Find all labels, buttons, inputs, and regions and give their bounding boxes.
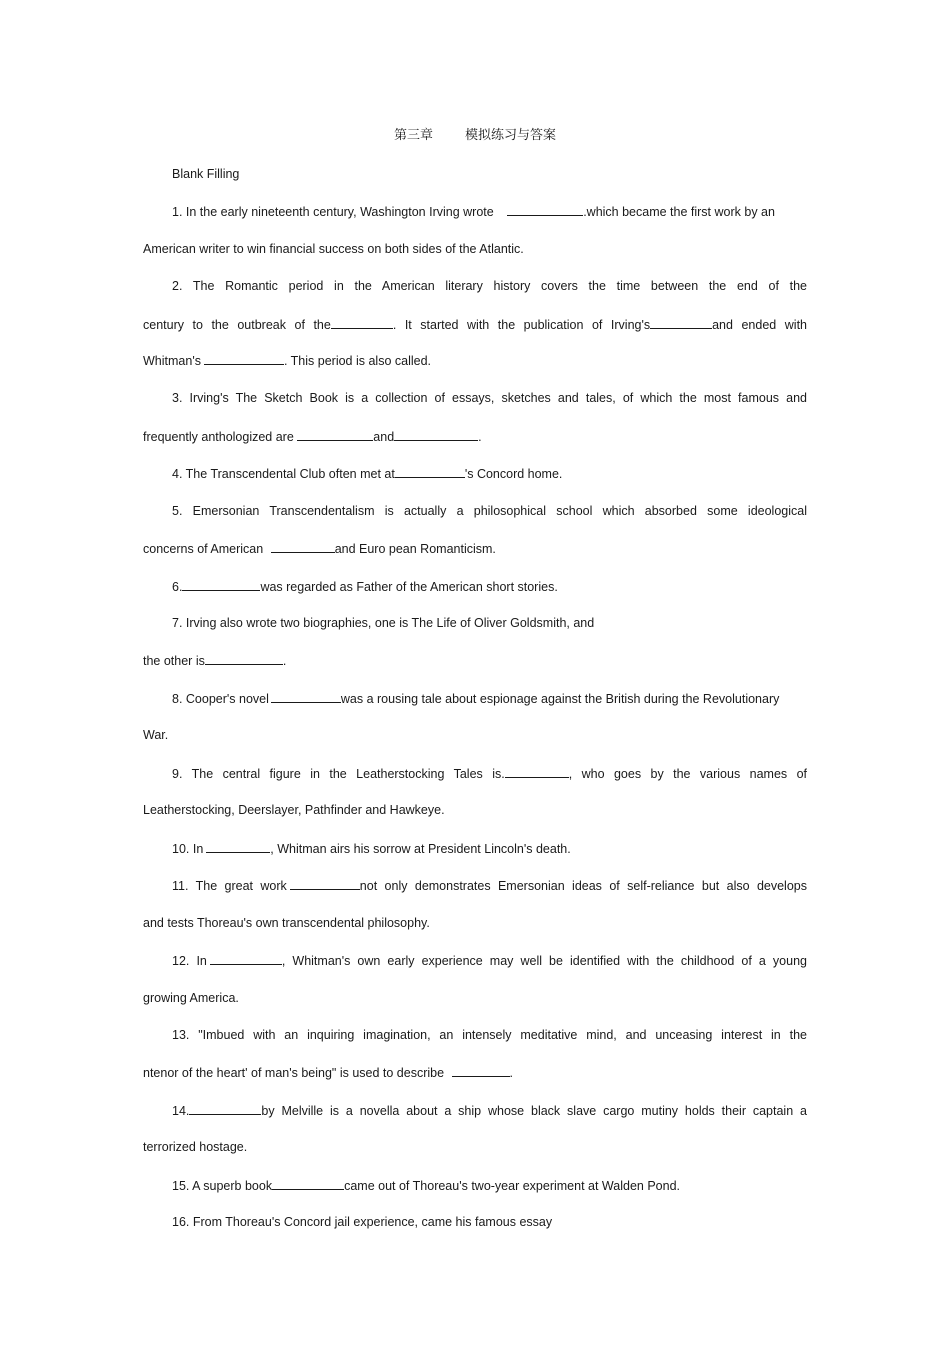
section-heading: Blank Filling bbox=[172, 167, 240, 181]
q7-text-c: . bbox=[282, 654, 287, 668]
question-8-line-2: War. bbox=[143, 728, 169, 742]
answer-blank[interactable] bbox=[272, 1177, 344, 1190]
answer-blank[interactable] bbox=[297, 428, 373, 441]
q14-text-a: 14. bbox=[172, 1104, 190, 1118]
question-4-line-1 bbox=[172, 465, 807, 482]
question-3-line-2 bbox=[143, 428, 807, 445]
question-9-line-2: Leatherstocking, Deerslayer, Pathfinder and Hawkeye. bbox=[143, 803, 445, 817]
q12-text-a: 12. In bbox=[172, 954, 207, 968]
question-11-line-2: and tests Thoreau's own transcendental philosophy. bbox=[143, 916, 430, 930]
question-13-line-1: 13. "Imbued with an inquiring imagination, an intensely meditative mind, and unceasing interest in the bbox=[172, 1028, 807, 1042]
answer-blank[interactable] bbox=[205, 652, 283, 665]
question-15-line-1 bbox=[172, 1177, 807, 1194]
q2-text-b: century to the outbreak of the bbox=[143, 318, 331, 332]
question-12-line-2: growing America. bbox=[143, 991, 239, 1005]
q2-text-e: Whitman's bbox=[143, 354, 201, 368]
answer-blank[interactable] bbox=[204, 352, 284, 365]
question-13-line-2 bbox=[143, 1064, 807, 1081]
q10-text-a: 10. In bbox=[172, 842, 204, 856]
q15-text-b: came out of Thoreau's two-year experiment at Walden Pond. bbox=[344, 1179, 680, 1193]
question-9-line-1 bbox=[172, 765, 807, 782]
question-3-line-1: 3. Irving's The Sketch Book is a collection of essays, sketches and tales, of which the most famous and bbox=[172, 391, 807, 405]
answer-blank[interactable] bbox=[452, 1064, 510, 1077]
question-10-line-1 bbox=[172, 840, 807, 857]
question-5-line-1: 5. Emersonian Transcendentalism is actually a philosophical school which absorbed some ideological bbox=[172, 504, 807, 518]
answer-blank[interactable] bbox=[182, 578, 260, 591]
question-1-line-1 bbox=[172, 203, 807, 220]
answer-blank[interactable] bbox=[189, 1102, 261, 1115]
q9-text-a: 9. The central figure in the Leatherstocking Tales is. bbox=[172, 767, 505, 781]
answer-blank[interactable] bbox=[210, 952, 282, 965]
question-14-line-1 bbox=[172, 1102, 807, 1119]
q13-text-c: . bbox=[509, 1066, 514, 1080]
q3-text-b: frequently anthologized are bbox=[143, 430, 294, 444]
q10-text-b: , Whitman airs his sorrow at President Lincoln's death. bbox=[270, 842, 571, 856]
q12-text-b: , Whitman's own early experience may well be identified with the childhood of a young bbox=[281, 954, 807, 968]
q2-text-d: and ended with bbox=[712, 318, 807, 332]
question-12-line-1 bbox=[172, 952, 807, 969]
answer-blank[interactable] bbox=[271, 690, 341, 703]
q7-text-b: the other is bbox=[143, 654, 205, 668]
q6-text-a: 6. bbox=[172, 580, 183, 594]
answer-blank[interactable] bbox=[331, 316, 393, 329]
page-title bbox=[0, 124, 950, 143]
answer-blank[interactable] bbox=[290, 877, 360, 890]
q8-text-b: was a rousing tale about espionage against the British during the Revolutionary bbox=[340, 692, 780, 706]
answer-blank[interactable] bbox=[394, 428, 478, 441]
question-14-line-2: terrorized hostage. bbox=[143, 1140, 248, 1154]
question-11-line-1 bbox=[172, 877, 807, 894]
question-2-line-2 bbox=[143, 316, 807, 333]
q13-text-b: ntenor of the heart' of man's being" is used to describe bbox=[143, 1066, 445, 1080]
q11-text-a: 11. The great work bbox=[172, 879, 287, 893]
q1-text-b: .which became the first work by an bbox=[583, 205, 775, 219]
question-8-line-1 bbox=[172, 690, 807, 707]
question-2-line-1: 2. The Romantic period in the American literary history covers the time between the end of the bbox=[172, 279, 807, 293]
answer-blank[interactable] bbox=[206, 840, 270, 853]
question-5-line-2 bbox=[143, 540, 807, 557]
q4-text-b: 's Concord home. bbox=[464, 467, 563, 481]
answer-blank[interactable] bbox=[650, 316, 712, 329]
q5-text-c: and Euro pean Romanticism. bbox=[334, 542, 496, 556]
question-2-line-3 bbox=[143, 352, 807, 369]
q3-text-d: . bbox=[478, 430, 482, 444]
q14-text-b: by Melville is a novella about a ship whose black slave cargo mutiny holds their captain a bbox=[261, 1104, 807, 1118]
answer-blank[interactable] bbox=[395, 465, 465, 478]
chapter-subtitle: 模拟练习与答案 bbox=[465, 128, 557, 143]
q5-text-b: concerns of American bbox=[143, 542, 264, 556]
answer-blank[interactable] bbox=[271, 540, 335, 553]
q8-text-a: 8. Cooper's novel bbox=[172, 692, 269, 706]
q2-text-c: . It started with the publication of Irving's bbox=[392, 318, 651, 332]
q1-text-a: 1. In the early nineteenth century, Washington Irving wrote bbox=[172, 205, 494, 219]
question-16-line-1: 16. From Thoreau's Concord jail experience, came his famous essay bbox=[172, 1215, 553, 1229]
question-6-line-1 bbox=[172, 578, 807, 595]
q9-text-b: , who goes by the various names of bbox=[568, 767, 807, 781]
q15-text-a: 15. A superb book bbox=[172, 1179, 273, 1193]
answer-blank[interactable] bbox=[505, 765, 569, 778]
q4-text-a: 4. The Transcendental Club often met at bbox=[172, 467, 395, 481]
question-7-line-2 bbox=[143, 652, 807, 669]
question-1-line-2: American writer to win financial success on both sides of the Atlantic. bbox=[143, 242, 524, 256]
answer-blank[interactable] bbox=[507, 203, 583, 216]
q11-text-b: not only demonstrates Emersonian ideas of self-reliance but also develops bbox=[359, 879, 807, 893]
q3-text-c: and bbox=[373, 430, 395, 444]
question-7-line-1: 7. Irving also wrote two biographies, one is The Life of Oliver Goldsmith, and bbox=[172, 616, 595, 630]
chapter-label: 第三章 bbox=[393, 128, 433, 143]
q6-text-b: was regarded as Father of the American short stories. bbox=[260, 580, 558, 594]
q2-text-f: . This period is also called. bbox=[283, 354, 432, 368]
